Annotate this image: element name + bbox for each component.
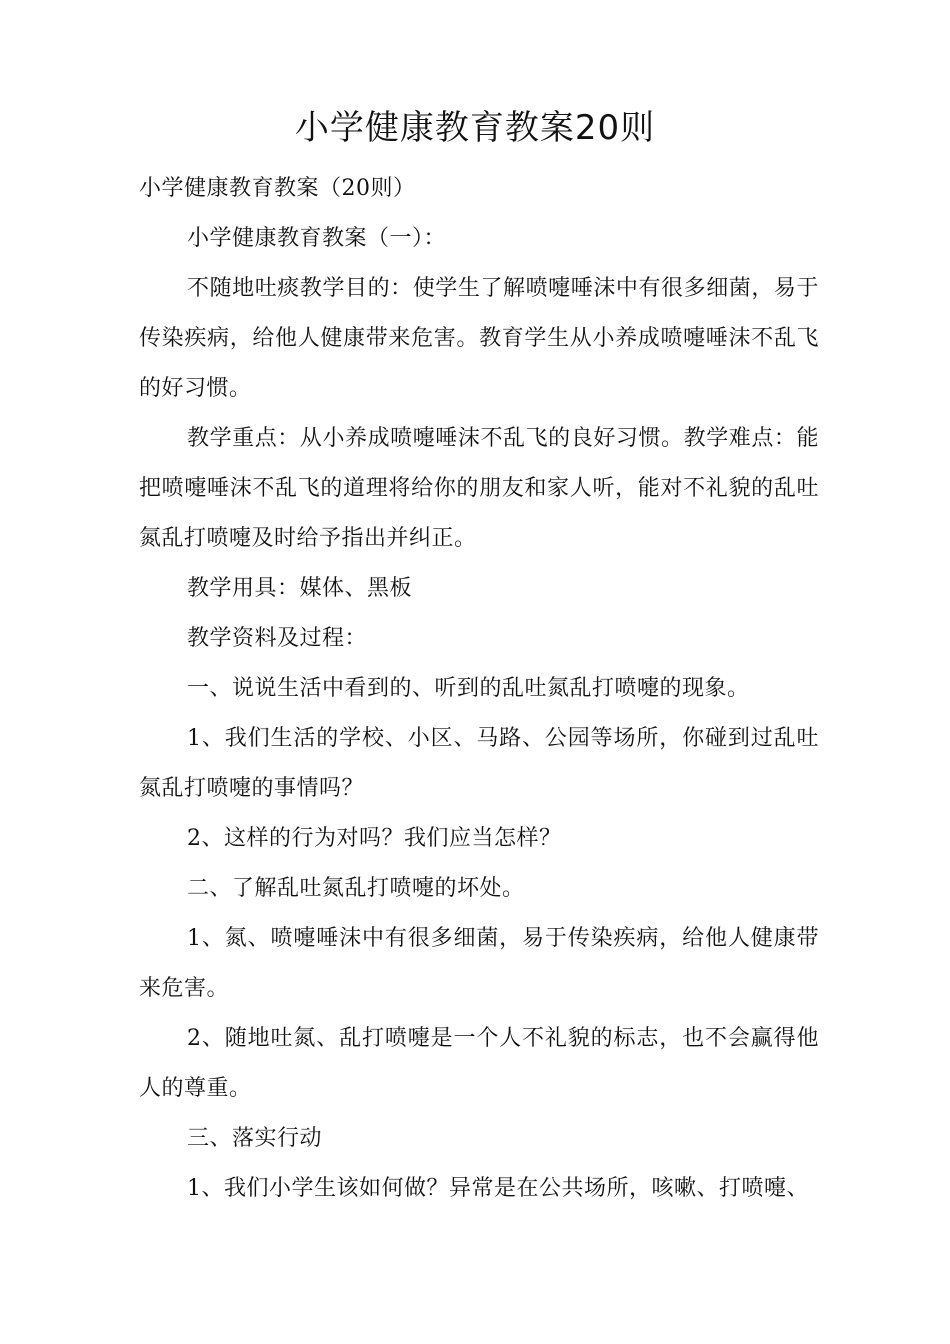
- section-heading-part-1: 一、说说生活中看到的、听到的乱吐氮乱打喷嚏的现象。: [187, 676, 750, 701]
- paragraph-key-points: 教学重点：从小养成喷嚏唾沫不乱飞的良好习惯。教学难点：能把喷嚏唾沫不乱飞的道理将给你的朋友和家人听，能对不礼貌的乱吐氮乱打喷嚏及时给予指出并纠正。: [139, 426, 819, 551]
- list-item-1-1: 1、我们生活的学校、小区、马路、公园等场所，你碰到过乱吐氮乱打喷嚏的事情吗？: [139, 726, 819, 801]
- section-heading-part-3: 三、落实行动: [187, 1126, 323, 1151]
- paragraph-teaching-tools: 教学用具：媒体、黑板: [187, 576, 413, 601]
- paragraph-teaching-goal: 不随地吐痰教学目的：使学生了解喷嚏唾沫中有很多细菌，易于传染疾病，给他人健康带来危害。教育学生从小养成喷嚏唾沫不乱飞的好习惯。: [139, 276, 819, 401]
- section-heading-part-2: 二、了解乱吐氮乱打喷嚏的坏处。: [187, 876, 525, 901]
- list-item-2-2: 2、随地吐氮、乱打喷嚏是一个人不礼貌的标志，也不会赢得他人的尊重。: [139, 1026, 819, 1101]
- section-heading-lesson-1: 小学健康教育教案（一）：: [187, 226, 447, 251]
- document-body: [139, 164, 819, 1214]
- document-subtitle: 小学健康教育教案（20则）: [139, 176, 416, 201]
- paragraph-materials-process: 教学资料及过程：: [187, 626, 368, 651]
- list-item-2-1: 1、氮、喷嚏唾沫中有很多细菌，易于传染疾病，给他人健康带来危害。: [139, 926, 819, 1001]
- document-title: 小学健康教育教案20则: [294, 108, 656, 148]
- list-item-1-2: 2、这样的行为对吗？我们应当怎样？: [187, 826, 562, 851]
- list-item-3-1: 1、我们小学生该如何做？异常是在公共场所，咳嗽、打喷嚏、: [187, 1176, 809, 1201]
